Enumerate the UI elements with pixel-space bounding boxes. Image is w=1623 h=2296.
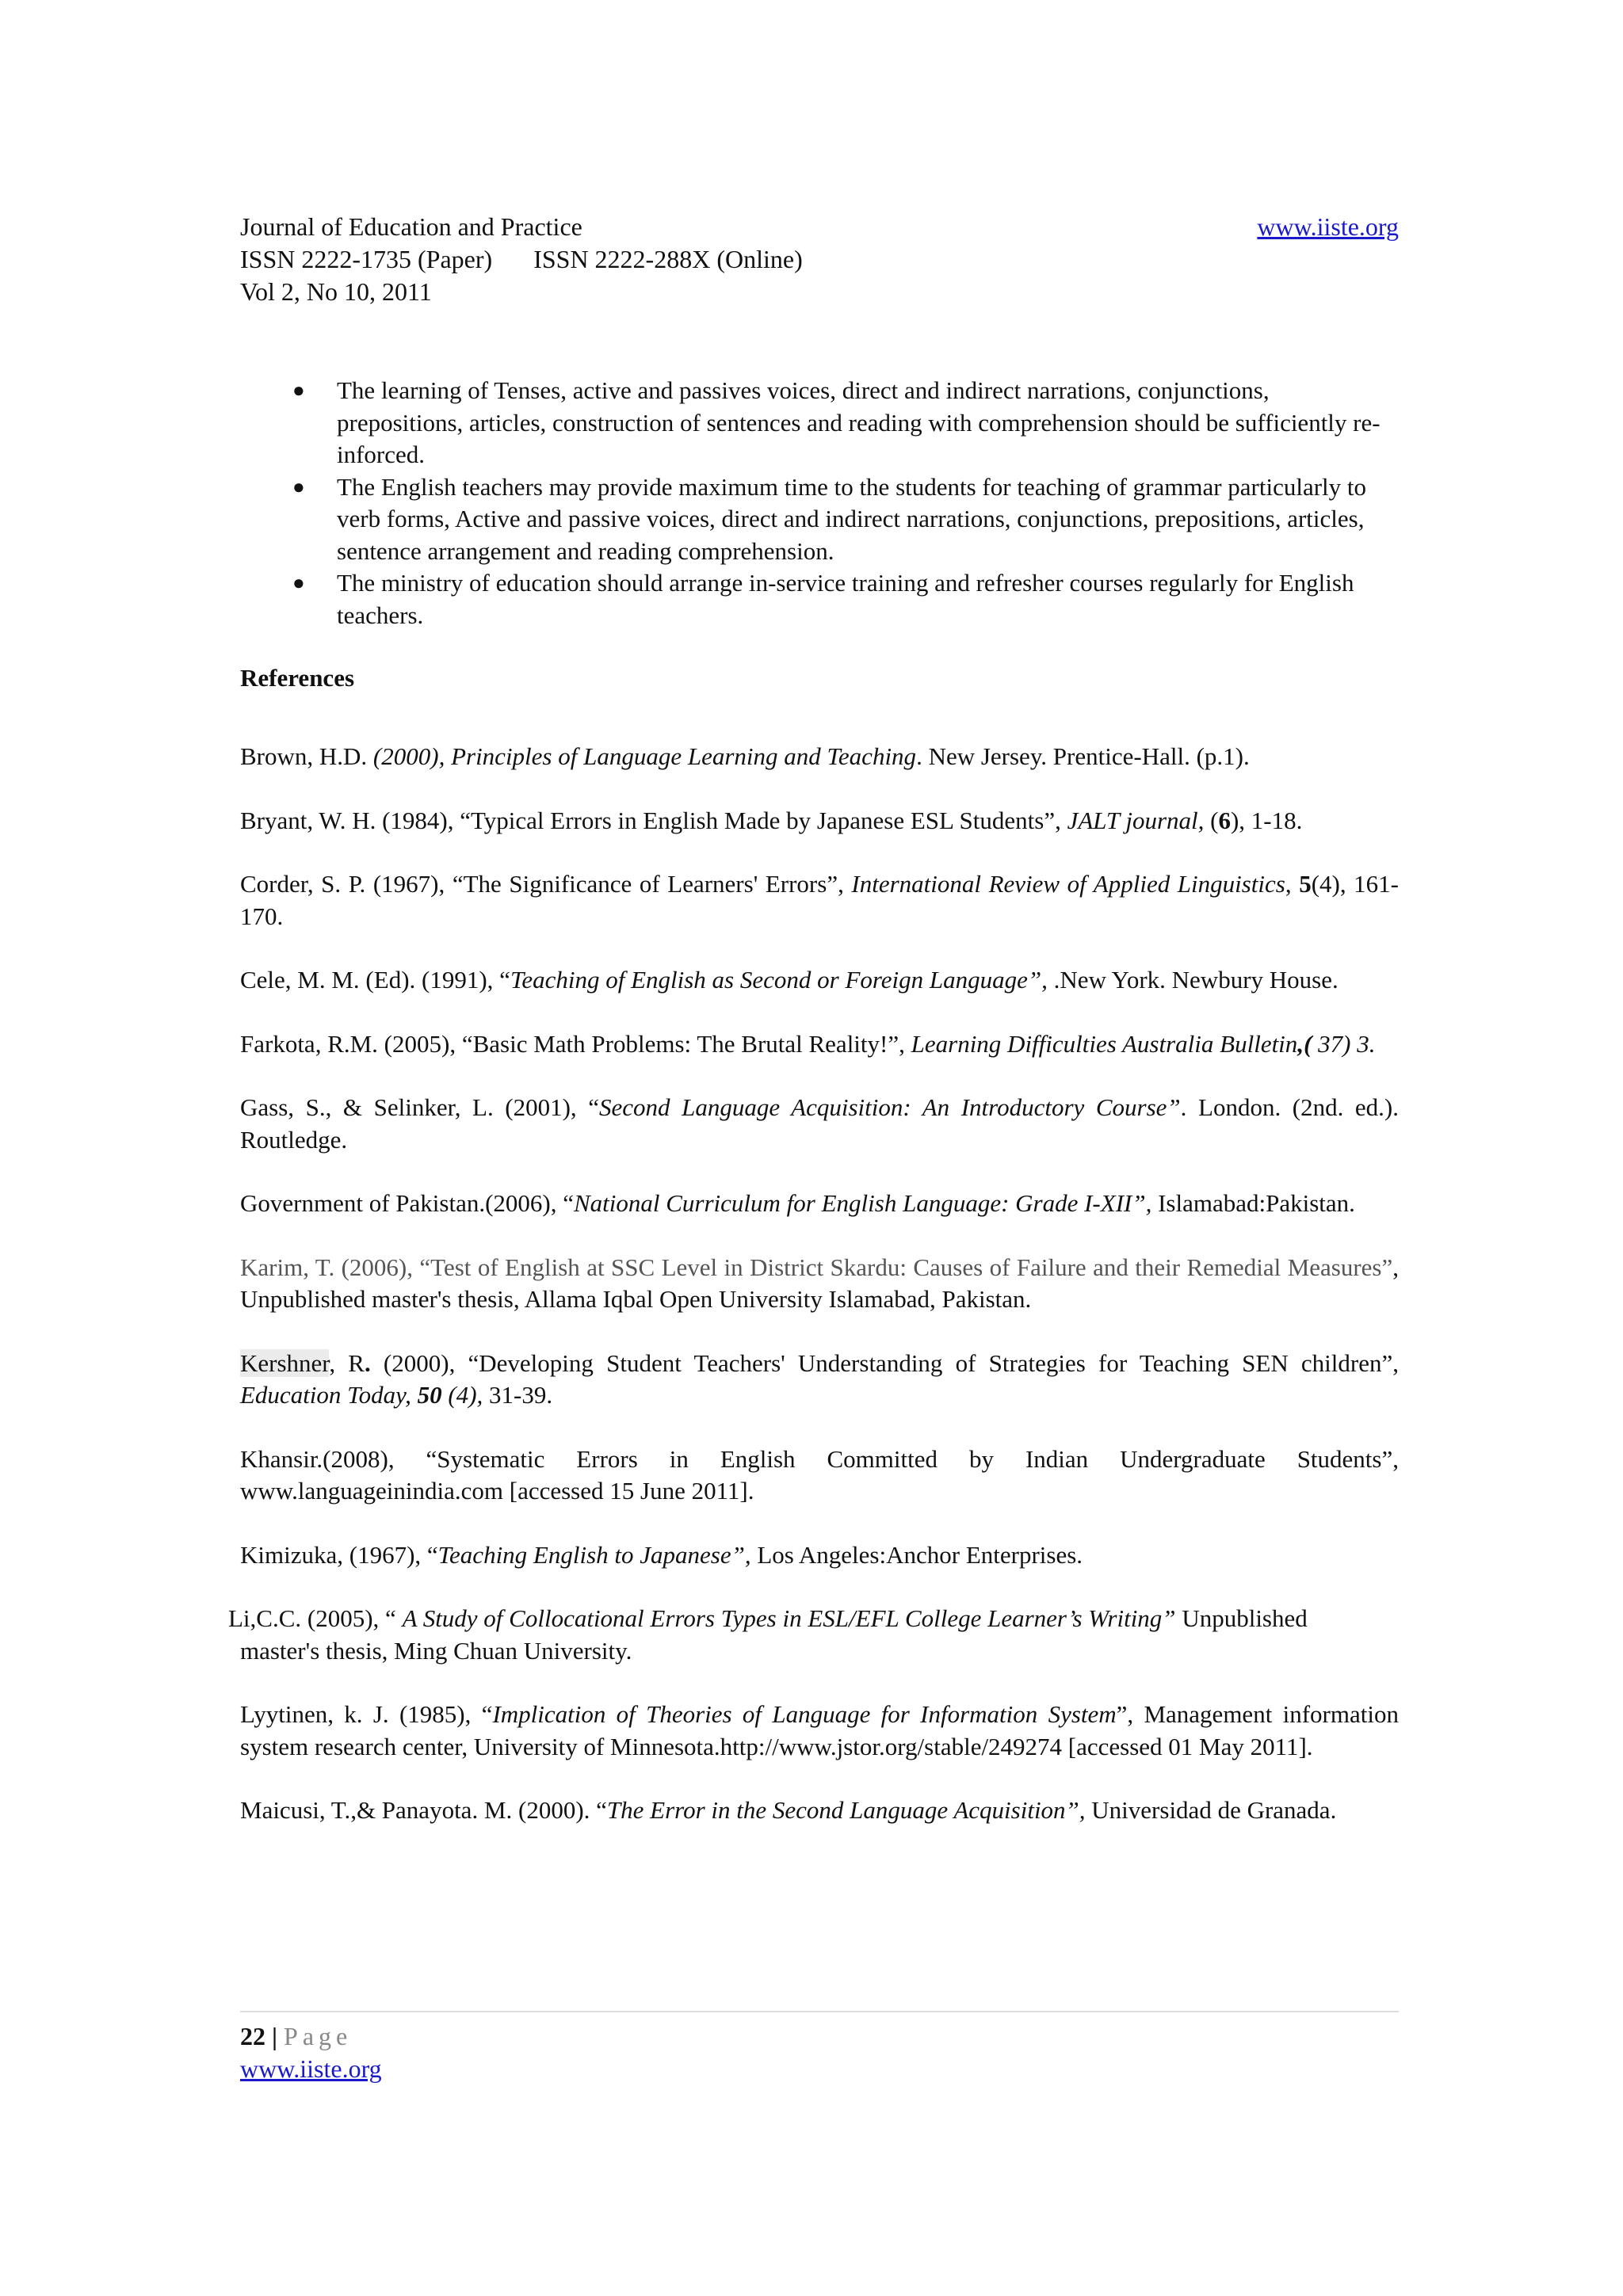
reference-item: Kimizuka, (1967), “Teaching English to Japanese”, Los Angeles:Anchor Enterprises.: [240, 1540, 1083, 1569]
list-item: ● The English teachers may provide maximum time to the students for teaching of grammar particularly to verb forms, Active and passive voices, direct and indirect narrations, conjunctions, prepositions, articles, sentence arrangement and reading comprehension.: [292, 472, 1367, 565]
bullet-icon: ●: [292, 379, 305, 402]
reference-item: Cele, M. M. (Ed). (1991), “Teaching of English as Second or Foreign Language”, .New York. Newbury House.: [240, 966, 1338, 994]
reference-item: Corder, S. P. (1967), “The Significance of Learners' Errors”, International Review of Applied Linguistics, 5(4), 161-170.: [240, 870, 1399, 930]
issn-paper: ISSN 2222-1735 (Paper): [240, 245, 493, 273]
page-number: 22: [240, 2022, 265, 2050]
page-header: [240, 211, 1399, 308]
references-heading: References: [240, 664, 355, 692]
footer-website-link[interactable]: www.iiste.org: [240, 2054, 382, 2083]
journal-title: Journal of Education and Practice: [240, 212, 582, 241]
issn-line: [240, 243, 1399, 276]
reference-item: Karim, T. (2006), “Test of English at SSC Level in District Skardu: Causes of Failure and their Remedial Measures”, Unpublished master's thesis, Allama Iqbal Open University Islamabad, Pakistan.: [240, 1253, 1399, 1313]
page-label: Page: [284, 2022, 353, 2050]
bullet-icon: ●: [292, 475, 305, 498]
volume-info: Vol 2, No 10, 2011: [240, 277, 432, 306]
footer-divider: [240, 2011, 1399, 2012]
references-list: [228, 741, 1400, 1827]
reference-item: Bryant, W. H. (1984), “Typical Errors in English Made by Japanese ESL Students”, JALT journal, (6), 1-18.: [240, 806, 1303, 834]
document-page: [228, 0, 1400, 2296]
issn-online: ISSN 2222-288X (Online): [533, 245, 803, 273]
bullet-icon: ●: [292, 571, 305, 594]
page-separator: |: [265, 2022, 285, 2050]
reference-item: Brown, H.D. (2000), Principles of Language Learning and Teaching. New Jersey. Prentice-Hall. (p.1).: [240, 742, 1250, 770]
reference-item: Government of Pakistan.(2006), “National Curriculum for English Language: Grade I-XII”, Islamabad:Pakistan.: [240, 1189, 1355, 1217]
list-item: ● The learning of Tenses, active and passives voices, direct and indirect narrations, conjunctions, prepositions, articles, construction of sentences and reading with comprehension should be sufficiently re-inforced.: [292, 376, 1381, 468]
reference-item: Farkota, R.M. (2005), “Basic Math Problems: The Brutal Reality!”, Learning Difficulties Australia Bulletin,( 37) 3.: [240, 1029, 1376, 1058]
reference-item: Maicusi, T.,& Panayota. M. (2000). “The Error in the Second Language Acquisition”, Universidad de Granada.: [240, 1796, 1337, 1824]
recommendation-list: [240, 375, 1399, 631]
reference-item: Gass, S., & Selinker, L. (2001), “Second Language Acquisition: An Introductory Course”. London. (2nd. ed.). Routledge.: [240, 1093, 1400, 1154]
reference-item: Lyytinen, k. J. (1985), “Implication of Theories of Language for Information System”, Management information system research center, University of Minnesota.http://www.jstor.org/stable/249274 [accessed 01 May 2011].: [240, 1700, 1399, 1760]
reference-item: Khansir.(2008), “Systematic Errors in English Committed by Indian Undergraduate Students”, www.languageinindia.com [accessed 15 June 2011].: [240, 1444, 1399, 1505]
reference-item: Kershner, R. (2000), “Developing Student Teachers' Understanding of Strategies for Teaching SEN children”, Education Today, 50 (4), 31-39.: [240, 1348, 1399, 1409]
page-footer: [240, 2020, 382, 2085]
header-website-link[interactable]: www.iiste.org: [1257, 212, 1399, 241]
reference-item: Li,C.C. (2005), “ A Study of Collocational Errors Types in ESL/EFL College Learner’s Writing” Unpublished master's thesis, Ming Chuan University.: [228, 1604, 1308, 1665]
list-item: ● The ministry of education should arrange in-service training and refresher courses regularly for English teachers.: [292, 569, 1354, 629]
